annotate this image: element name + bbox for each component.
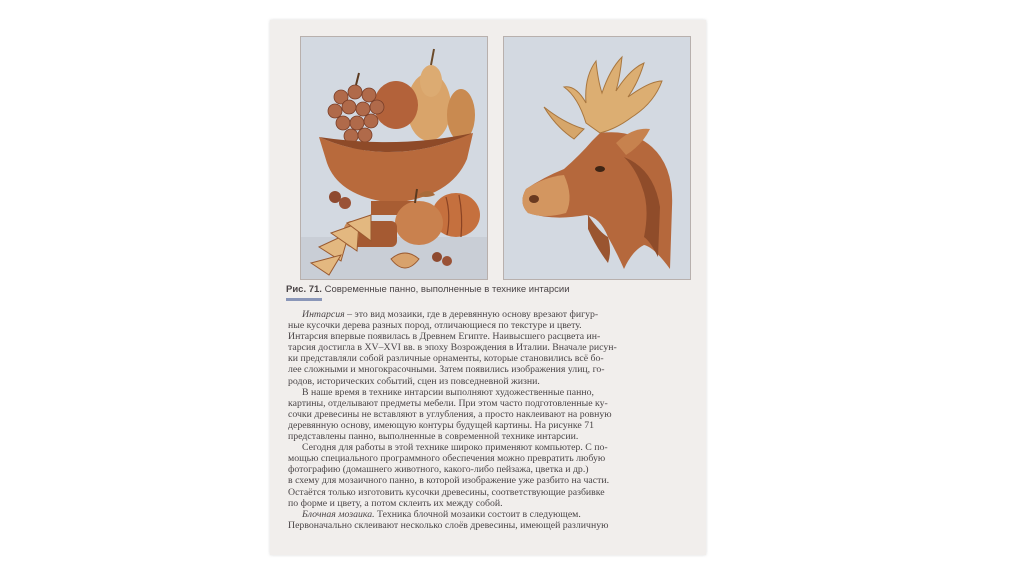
moose-panel-image bbox=[503, 36, 691, 280]
fruit-bowl-panel-image bbox=[300, 36, 488, 280]
paragraph-2-line: В наше время в технике интарсии выполняют художественные панно, bbox=[302, 386, 594, 398]
paragraph-2-line: картины, отделывают предметы мебели. При этом часто подготовленные ку- bbox=[288, 397, 608, 409]
paragraph-1-line: ки представляли собой различные орнаменты, которые становились всё бо- bbox=[288, 353, 604, 365]
fruit-bowl-illustration bbox=[301, 37, 487, 279]
paragraph-3-line: мощью специального программного обеспечения можно превратить любую bbox=[288, 453, 606, 465]
paragraph-2-line: сочки древесины не вставляют в углубления, а просто наклеивают на ровную bbox=[288, 408, 612, 420]
moose-head-illustration bbox=[504, 37, 690, 279]
paragraph-1-line: Интарсия впервые появилась в Древнем Египте. Наивысшего расцвета ин- bbox=[288, 331, 601, 343]
figure-caption bbox=[286, 284, 696, 295]
figure-caption-text: Современные панно, выполненные в технике интарсии bbox=[321, 284, 570, 295]
paragraph-4-line: Первоначально склеивают несколько слоёв древесины, имеющей различную bbox=[288, 519, 609, 531]
paragraph-3-line: фотографию (домашнего животного, какого-либо пейзажа, цветка и др.) bbox=[288, 464, 589, 476]
paragraph-4-line-1: Блочная мозаика. Техника блочной мозаики состоит в следующем. bbox=[302, 508, 581, 520]
paragraph-2-line: деревянную основу, имеющую контуры будущей картины. На рисунке 71 bbox=[288, 419, 594, 431]
paragraph-1-line-1: Интарсия – это вид мозаики, где в деревянную основу врезают фигур- bbox=[302, 309, 599, 320]
paragraph-3-line: по форме и цвету, а потом склеить их между собой. bbox=[288, 497, 503, 509]
paragraph-3-line: Сегодня для работы в этой технике широко применяют компьютер. С по- bbox=[302, 442, 608, 454]
textbook-page bbox=[270, 20, 706, 555]
paragraph-3-line: Остаётся только изготовить кусочки древесины, соответствующие разбивке bbox=[288, 486, 605, 498]
body-text bbox=[288, 309, 692, 531]
paragraph-2-line: представлены панно, выполненные в современной технике интарсии. bbox=[288, 431, 579, 443]
paragraph-1-line: родов, исторических событий, сцен из повседневной жизни. bbox=[288, 375, 540, 387]
paragraph-1-line: ные кусочки дерева разных пород, отличающиеся по текстуре и цвету. bbox=[288, 320, 582, 332]
paragraph-1-line: лее сложными и многокрасочными. Затем появились изображения улиц, го- bbox=[288, 364, 605, 376]
term-intarsia: Интарсия bbox=[302, 309, 345, 320]
paragraph-1-line: тарсия достигла в XV–XVI вв. в эпоху Возрождения в Италии. Вначале рисун- bbox=[288, 342, 617, 354]
caption-accent-bar bbox=[286, 298, 322, 301]
paragraph-3-line: в схему для мозаичного панно, в которой изображение уже разбито на части. bbox=[288, 475, 610, 487]
term-block-mosaic: Блочная мозаика. bbox=[302, 508, 375, 520]
figure-caption-label: Рис. 71. bbox=[286, 284, 322, 295]
